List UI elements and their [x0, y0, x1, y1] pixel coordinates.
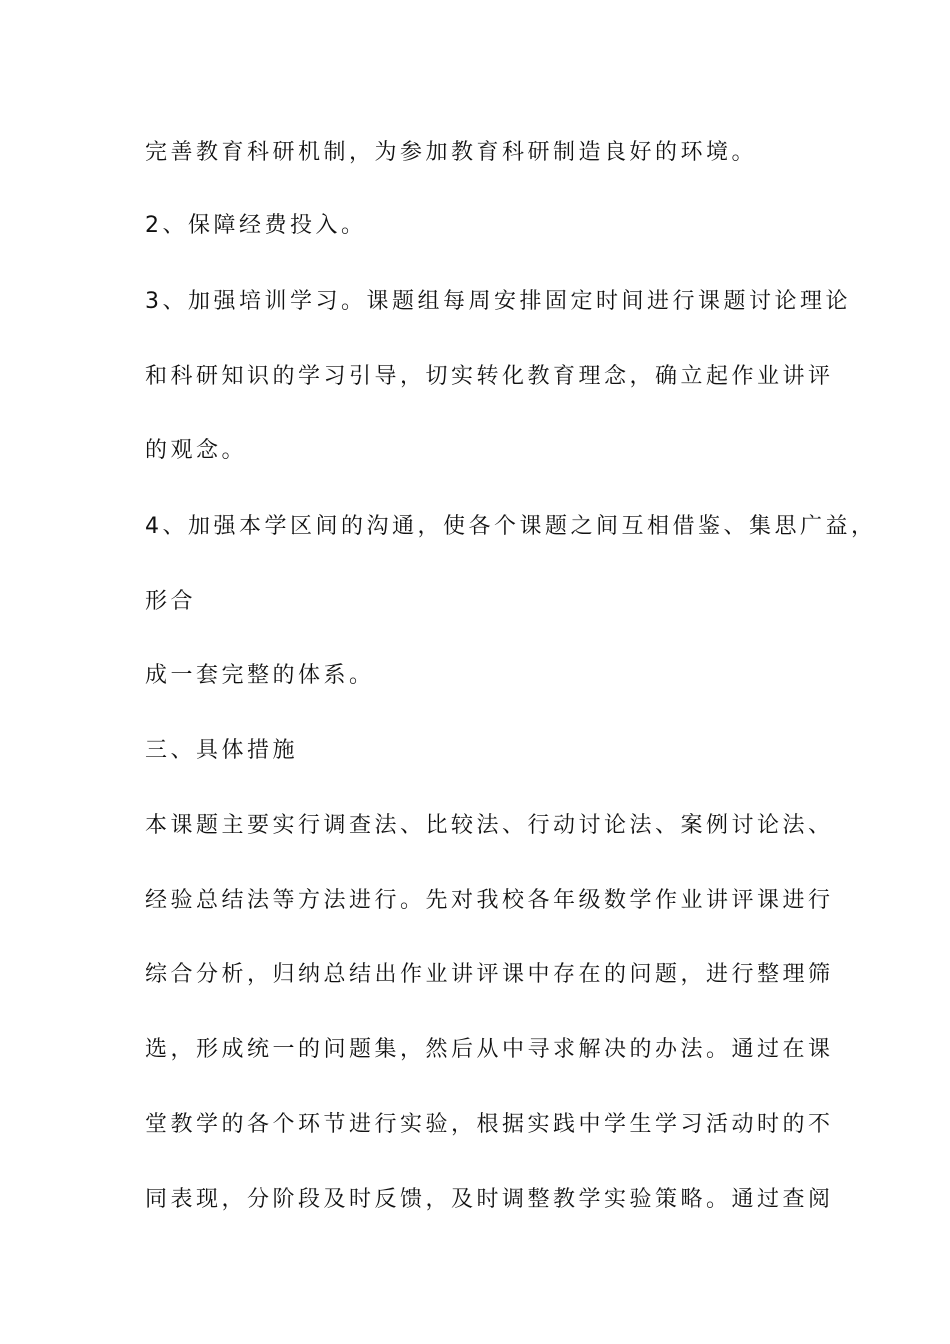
text-line: 选，形成统一的问题集，然后从中寻求解决的办法。通过在课: [145, 1037, 834, 1062]
section-heading: 三、具体措施: [145, 738, 299, 763]
text-line: 形合: [145, 589, 197, 614]
text-line: 4、加强本学区间的沟通，使各个课题之间互相借鉴、集思广益，: [145, 514, 877, 539]
text-line: 2、保障经费投入。: [145, 213, 367, 238]
text-line: 经验总结法等方法进行。先对我校各年级数学作业讲评课进行: [145, 888, 834, 913]
text-line: 的观念。: [145, 438, 248, 463]
text-line: 和科研知识的学习引导，切实转化教育理念，确立起作业讲评: [145, 364, 834, 389]
text-line: 完善教育科研机制，为参加教育科研制造良好的环境。: [145, 140, 758, 165]
text-line: 堂教学的各个环节进行实验，根据实践中学生学习活动时的不: [145, 1112, 834, 1137]
text-line: 本课题主要实行调查法、比较法、行动讨论法、案例讨论法、: [145, 813, 834, 838]
text-line: 成一套完整的体系。: [145, 663, 375, 688]
text-line: 3、加强培训学习。课题组每周安排固定时间进行课题讨论理论: [145, 289, 851, 314]
text-line: 综合分析，归纳总结出作业讲评课中存在的问题，进行整理筛: [145, 962, 834, 987]
text-line: 同表现，分阶段及时反馈，及时调整教学实验策略。通过查阅: [145, 1187, 834, 1212]
